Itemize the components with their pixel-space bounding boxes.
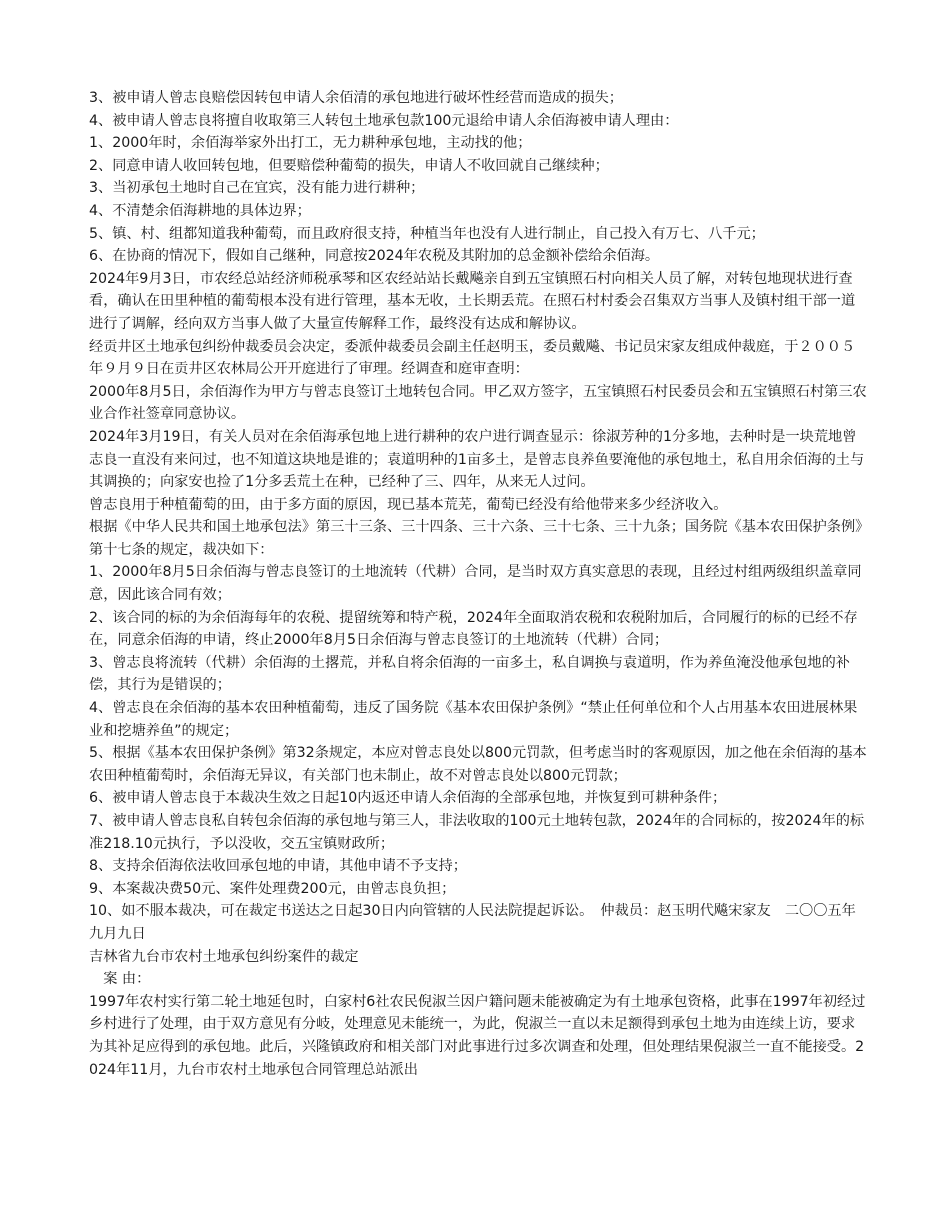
paragraph: 2024年9月3日，市农经总站经济师税承琴和区农经站站长戴飚亲自到五宝镇照石村向相关人员了解，对转包地现状进行查看，确认在田里种植的葡萄根本没有进行管理，基本无收，土长期丢荒。在照石村村委会召集双方当事人及镇村组干部一道进行了调解，经向双方当事人做了大量宣传解释工作，最终没有达成和解协议。 <box>89 270 856 332</box>
paragraph: 根据《中华人民共和国土地承包法》第三十三条、三十四条、三十六条、三十七条、三十九条；国务院《基本农田保护条例》第十七条的规定，裁决如下： <box>89 519 863 558</box>
paragraph: 8、支持余佰海依法收回承包地的申请，其他申请不予支持； <box>89 858 467 875</box>
paragraph: 5、镇、村、组都知道我种葡萄，而且政府很支持，种植当年也没有人进行制止，自己投入有万七、八千元； <box>89 225 765 242</box>
paragraph: 4、曾志良在余佰海的基本农田种植葡萄，违反了国务院《基本农田保护条例》“禁止任何单位和个人占用基本农田进展林果业和挖塘养鱼”的规定； <box>89 700 858 739</box>
paragraph: 3、当初承包土地时自己在宜宾，没有能力进行耕种； <box>89 180 425 197</box>
paragraph: 2000年8月5日，余佰海作为甲方与曾志良签订土地转包合同。甲乙双方签字，五宝镇照石村民委员会和五宝镇照石村第三农业合作社签章同意协议。 <box>89 383 867 423</box>
section-title: 吉林省九台市农村土地承包纠纷案件的裁定 <box>89 948 359 965</box>
paragraph: 5、根据《基本农田保护条例》第32条规定，本应对曾志良处以800元罚款，但考虑当时的客观原因，加之他在余佰海的基本农田种植葡萄时，余佰海无异议，有关部门也未制止，故不对曾志良处以800元罚款； <box>89 745 867 784</box>
paragraph: 6、在协商的情况下，假如自己继种，同意按2024年农税及其附加的总金额补偿给余佰海。 <box>89 248 660 265</box>
paragraph: 3、被申请人曾志良赔偿因转包申请人余佰清的承包地进行破坏性经营而造成的损失； <box>89 90 623 106</box>
paragraph: 4、不清楚余佰海耕地的具体边界； <box>89 202 311 219</box>
paragraph: 2024年3月19日，有关人员对在余佰海承包地上进行耕种的农户进行调查显示：徐淑芳种的1分多地，去种时是一块荒地曾志良一直没有来问过，也不知道这块地是谁的；袁道明种的1亩多土，是曾志良养鱼要淹他的承包地土，私自用余佰海的土与其调换的；向家安也捡了1分多丢荒土在种，已经种了三、四年，从来无人过问。 <box>89 428 865 491</box>
paragraph: 曾志良用于种植葡萄的田，由于多方面的原因，现已基本荒芜，葡萄已经没有给他带来多少经济收入。 <box>89 496 728 513</box>
paragraph: 4、被申请人曾志良将擅自收取第三人转包土地承包款100元退给申请人余佰海被申请人理由： <box>89 112 679 129</box>
paragraph: 1997年农村实行第二轮土地延包时，白家村6社农民倪淑兰因户籍问题未能被确定为有土地承包资格，此事在1997年初经过乡村进行了处理，由于双方意见有分岐，处理意见未能统一，为此，倪淑兰一直以未足额得到承包土地为由连续上访，要求为其补足应得到的承包地。此后，兴隆镇政府和相关部门对此事进行过多次调查和处理，但处理结果倪淑兰一直不能接受。2024年11月，九台市农村土地承包合同管理总站派出 <box>89 993 866 1078</box>
paragraph: 经贡井区土地承包纠纷仲裁委员会决定，委派仲裁委员会副主任赵明玉，委员戴飚、书记员宋家友组成仲裁庭，于２００５年９月９日在贡井区农林局公开开庭进行了审理。经调查和庭审查明： <box>89 338 856 378</box>
paragraph: 6、被申请人曾志良于本裁决生效之日起10内返还申请人余佰海的全部承包地，并恢复到可耕种条件； <box>89 790 727 807</box>
paragraph: 10、如不服本裁决，可在裁定书送达之日起30日内向管辖的人民法院提起诉讼。 仲裁员：赵玉明代飚宋家友 二〇〇五年九月九日 <box>89 903 856 942</box>
document-body <box>89 87 869 1081</box>
paragraph: 1、2000年8月5日余佰海与曾志良签订的土地流转（代耕）合同，是当时双方真实意思的表现，且经过村组两级组织盖章同意，因此该合同有效； <box>89 564 862 604</box>
case-label: 案 由： <box>89 971 151 988</box>
paragraph: 2、该合同的标的为余佰海每年的农税、提留统筹和特产税，2024年全面取消农税和农税附加后，合同履行的标的已经不存在，同意余佰海的申请，终止2000年8月5日余佰海与曾志良签订的土地流转（代耕）合同； <box>89 609 858 649</box>
paragraph: 1、2000年时，余佰海举家外出打工，无力耕种承包地，主动找的他； <box>89 135 532 152</box>
paragraph: 2、同意申请人收回转包地，但要赔偿种葡萄的损失，申请人不收回就自己继续种； <box>89 157 609 174</box>
paragraph: 9、本案裁决费50元、案件处理费200元，由曾志良负担； <box>89 880 456 897</box>
paragraph: 3、曾志良将流转（代耕）余佰海的土撂荒，并私自将余佰海的一亩多土，私自调换与袁道明，作为养鱼淹没他承包地的补偿，其行为是错误的； <box>89 654 850 694</box>
paragraph: 7、被申请人曾志良私自转包余佰海的承包地与第三人，非法收取的100元土地转包款，2024年的合同标的，按2024年的标准218.10元执行，予以没收，交五宝镇财政所； <box>89 813 865 852</box>
